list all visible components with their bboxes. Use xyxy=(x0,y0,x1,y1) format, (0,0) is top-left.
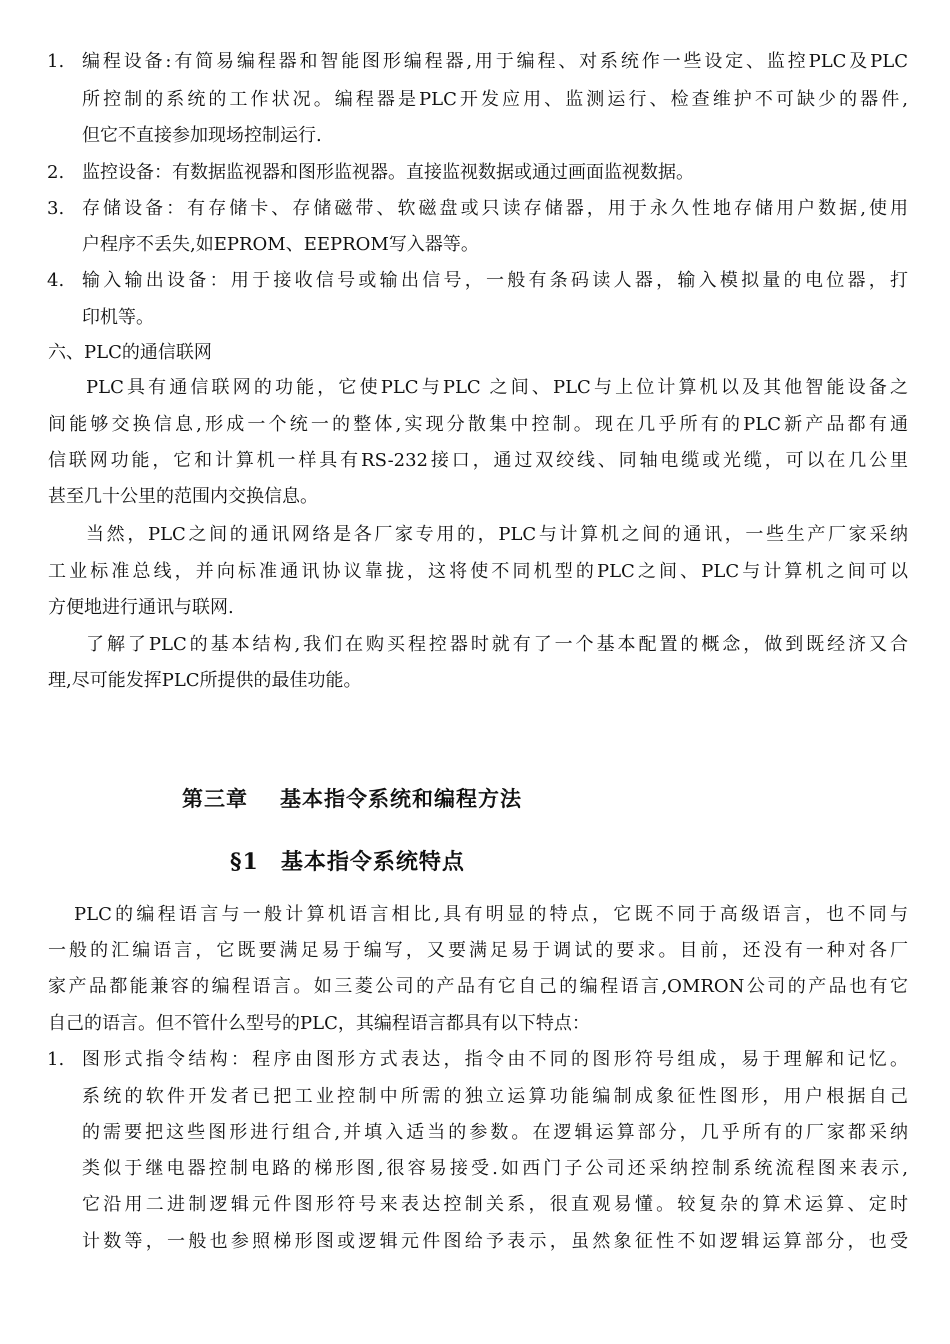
list-item-3-line-2 xyxy=(0,227,950,263)
paragraph-line xyxy=(0,627,950,663)
chapter-heading xyxy=(182,781,522,817)
paragraph-line xyxy=(0,370,950,406)
paragraph-line xyxy=(0,933,950,969)
list-text-line: 印机等。 xyxy=(82,307,154,328)
paragraph-text: 当然，PLC之间的通讯网络是各厂家专用的，PLC与计算机之间的通讯，一些生产厂家采纳 xyxy=(86,524,908,545)
list-item-4 xyxy=(0,263,950,299)
section-subtitle: 基本指令系统特点 xyxy=(280,849,465,875)
section-heading xyxy=(0,335,950,371)
list-number: 3. xyxy=(47,198,65,219)
paragraph-line xyxy=(0,1006,950,1042)
list-text-line: 但它不直接参加现场控制运行. xyxy=(82,125,322,146)
paragraph-line xyxy=(0,517,950,553)
chapter-title: 基本指令系统和编程方法 xyxy=(280,786,522,811)
list-item-1-line-3 xyxy=(0,1115,950,1151)
list-item-1-line-4 xyxy=(0,1151,950,1187)
paragraph-line xyxy=(0,479,950,515)
list-item-1-line-2 xyxy=(0,1079,950,1115)
paragraph-line xyxy=(0,897,950,933)
list-text-line: 类似于继电器控制电路的梯形图,很容易接受.如西门子公司还采纳控制系统流程图来表示, xyxy=(82,1158,908,1179)
list-text-line: 监控设备：有数据监视器和图形监视器。直接监视数据或通过画面监视数据。 xyxy=(82,162,694,183)
list-item-2 xyxy=(0,155,950,191)
list-number: 1. xyxy=(47,51,65,72)
paragraph-line xyxy=(0,663,950,699)
paragraph-text: 一般的汇编语言，它既要满足易于编写，又要满足易于调试的要求。目前，还没有一种对各厂 xyxy=(48,940,908,961)
list-text-line: 户程序不丢失,如EPROM、EEPROM写入器等。 xyxy=(82,234,479,255)
list-item-4-line-2 xyxy=(0,300,950,336)
paragraph-text: 方便地进行通讯与联网. xyxy=(48,597,234,618)
list-number: 4. xyxy=(47,270,65,291)
paragraph-text: 家产品都能兼容的编程语言。如三菱公司的产品有它自己的编程语言,OMRON公司的产品也有它 xyxy=(48,976,908,997)
paragraph-text: PLC具有通信联网的功能，它使PLC与PLC 之间、PLC与上位计算机以及其他智能设备之 xyxy=(86,377,908,398)
paragraph-text: 自己的语言。但不管什么型号的PLC，其编程语言都具有以下特点： xyxy=(48,1013,590,1034)
list-text-line: 图形式指令结构：程序由图形方式表达，指令由不同的图形符号组成，易于理解和记忆。 xyxy=(82,1049,908,1070)
list-item-1-line-2 xyxy=(0,82,950,118)
paragraph-text: 信联网功能，它和计算机一样具有RS-232接口，通过双绞线、同轴电缆或光缆，可以在几公里 xyxy=(48,450,908,471)
paragraph-line xyxy=(0,407,950,443)
list-item-1 xyxy=(0,44,950,80)
paragraph-line xyxy=(0,969,950,1005)
paragraph-text: 理,尽可能发挥PLC所提供的最佳功能。 xyxy=(48,670,362,691)
list-item-1-line-3 xyxy=(0,118,950,154)
list-text-line: 计数等，一般也参照梯形图或逻辑元件图给予表示，虽然象征性不如逻辑运算部分，也受 xyxy=(82,1231,908,1252)
list-number: 1. xyxy=(47,1049,65,1070)
list-text-line: 系统的软件开发者已把工业控制中所需的独立运算功能编制成象征性图形，用户根据自己 xyxy=(82,1086,908,1107)
list-text-line: 输入输出设备：用于接收信号或输出信号，一般有条码读人器，输入模拟量的电位器，打 xyxy=(82,270,908,291)
chapter-label: 第三章 xyxy=(182,786,248,811)
list-text-line: 的需要把这些图形进行组合,并填入适当的参数。在逻辑运算部分，几乎所有的厂家都采纳 xyxy=(82,1122,908,1143)
list-item-1-line-5 xyxy=(0,1187,950,1223)
list-number: 2. xyxy=(47,162,65,183)
paragraph-line xyxy=(0,590,950,626)
list-item-3 xyxy=(0,191,950,227)
section-subheading xyxy=(230,844,465,880)
section-title: 六、PLC的通信联网 xyxy=(48,342,212,363)
paragraph-line xyxy=(0,443,950,479)
paragraph-text: 了解了PLC的基本结构,我们在购买程控器时就有了一个基本配置的概念，做到既经济又合 xyxy=(86,634,908,655)
paragraph-text: PLC的编程语言与一般计算机语言相比,具有明显的特点，它既不同于高级语言，也不同与 xyxy=(74,904,908,925)
paragraph-text: 工业标准总线，并向标准通讯协议靠拢，这将使不同机型的PLC之间、PLC与计算机之间可以 xyxy=(48,561,908,582)
list-item-1-line-6 xyxy=(0,1224,950,1260)
list-text-line: 存储设备：有存储卡、存储磁带、软磁盘或只读存储器，用于永久性地存储用户数据,使用 xyxy=(82,198,908,219)
section-label: §1 xyxy=(230,849,259,875)
list-text-line: 所控制的系统的工作状况。编程器是PLC开发应用、监测运行、检查维护不可缺少的器件, xyxy=(82,89,908,110)
list-item-1 xyxy=(0,1042,950,1078)
list-text-line: 它沿用二进制逻辑元件图形符号来表达控制关系，很直观易懂。较复杂的算术运算、定时 xyxy=(82,1194,908,1215)
paragraph-text: 间能够交换信息,形成一个统一的整体,实现分散集中控制。现在几乎所有的PLC新产品都有通 xyxy=(48,414,908,435)
paragraph-text: 甚至几十公里的范围内交换信息。 xyxy=(48,486,318,507)
list-text-line: 编程设备:有简易编程器和智能图形编程器,用于编程、对系统作一些设定、监控PLC及PLC xyxy=(82,51,908,72)
paragraph-line xyxy=(0,554,950,590)
